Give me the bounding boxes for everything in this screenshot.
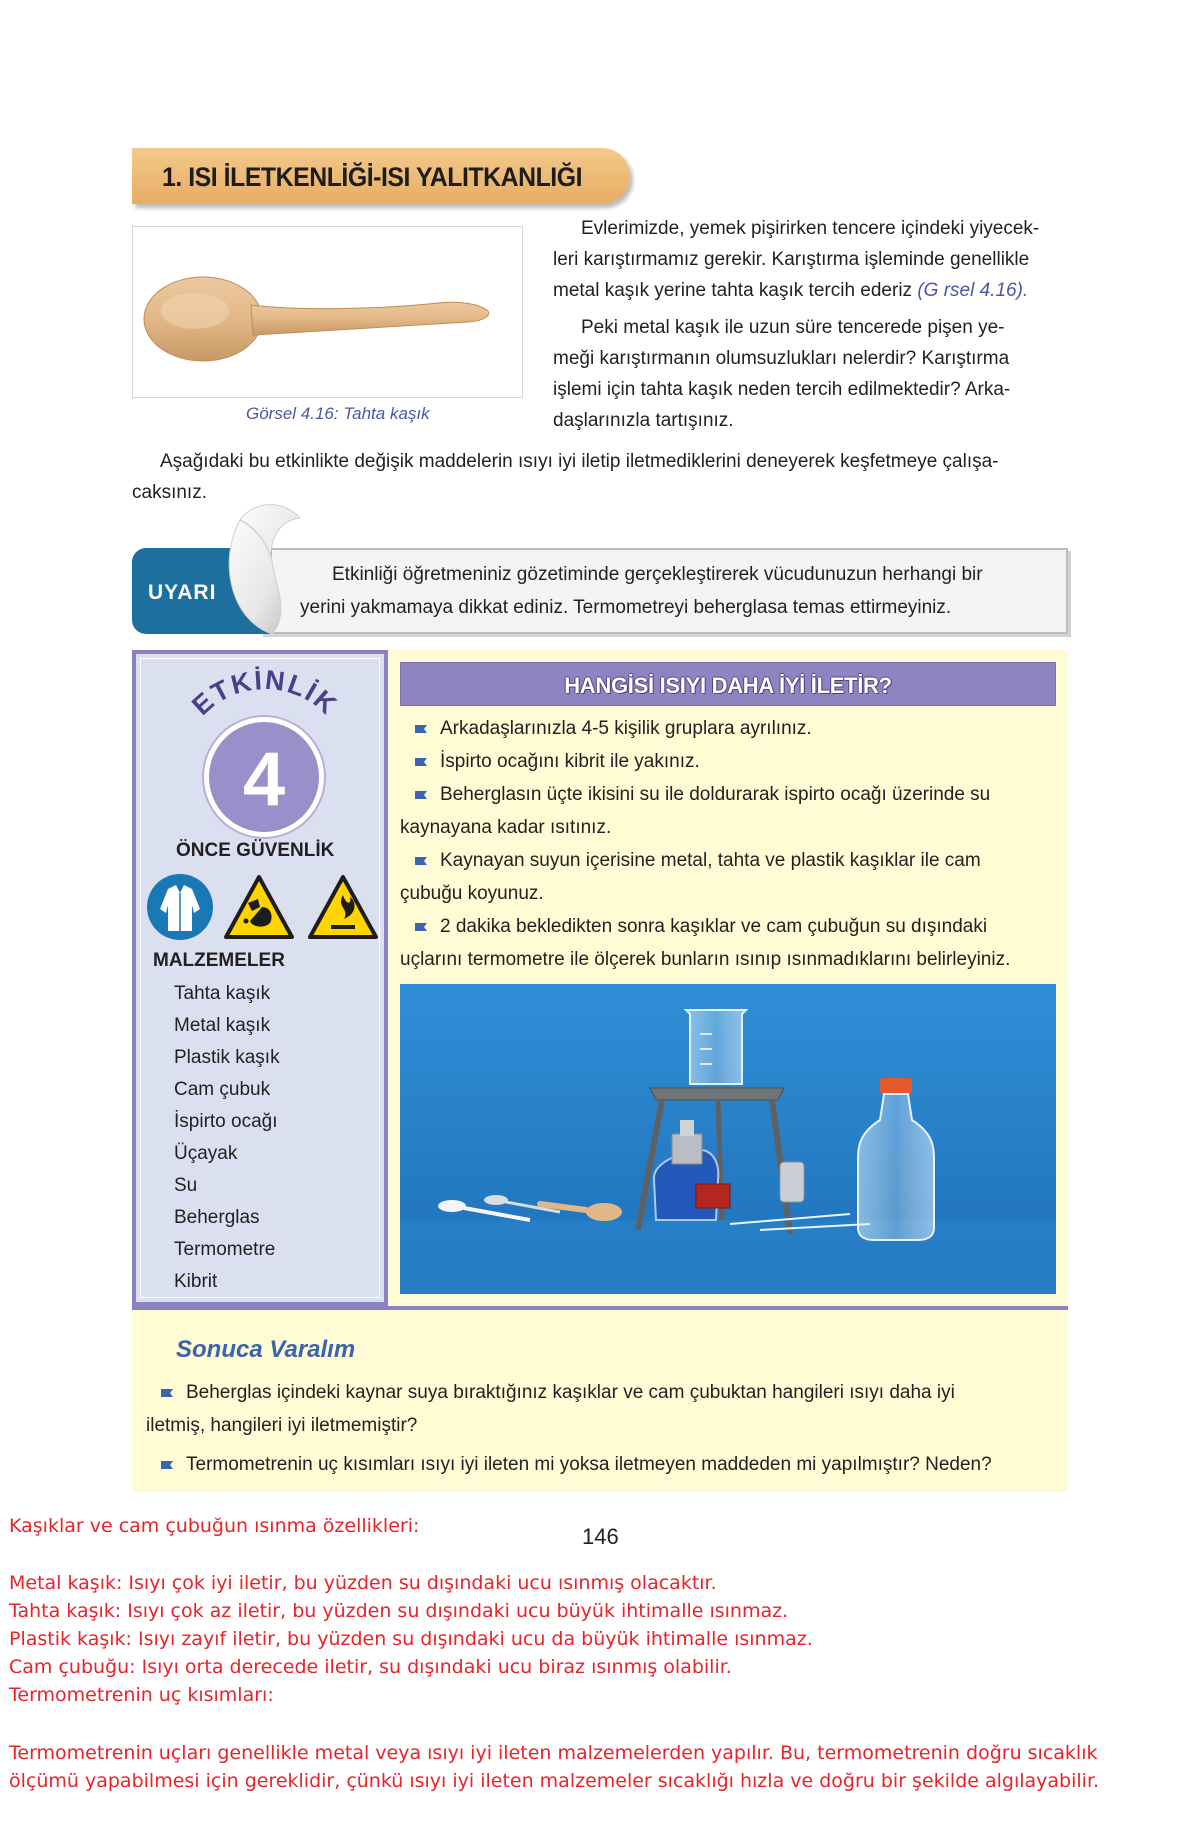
intro-p1-line-1: Evlerimizde, yemek pişirirken tencere içindeki yiyecek- xyxy=(581,218,1040,239)
question-line: Termometrenin uç kısımları ısıyı iyi ileten mi yoksa iletmeyen maddeden mi yapılmıştır? Neden? xyxy=(186,1454,992,1475)
activity-number: 4 xyxy=(242,737,286,822)
step-item xyxy=(400,745,1056,778)
bullet-icon xyxy=(414,789,428,801)
bullet-icon xyxy=(414,723,428,735)
intro-paragraph-1 xyxy=(553,213,1068,306)
bullet-icon xyxy=(414,756,428,768)
activity-heading: HANGİSİ ISIYI DAHA İYİ İLETİR? xyxy=(564,673,892,698)
answer-wood: Tahta kaşık: Isıyı çok az iletir, bu yüzden su dışındaki ucu büyük ihtimalle ısınmaz. xyxy=(9,1600,789,1622)
activity-number-badge xyxy=(204,717,324,837)
intro-paragraph-2 xyxy=(553,312,1068,436)
step-item xyxy=(400,778,1056,844)
intro-p1-line-3-wrap xyxy=(553,275,1068,306)
material-item: Tahta kaşık xyxy=(174,983,271,1004)
safety-icons xyxy=(146,873,381,941)
wooden-spoon-image xyxy=(133,227,522,397)
activity-intro-line-2: caksınız. xyxy=(132,482,207,503)
bullet-icon xyxy=(414,921,428,933)
activity-steps xyxy=(400,712,1056,976)
intro-p2-line-3: işlemi için tahta kaşık neden tercih edilmektedir? Arka- xyxy=(553,379,1011,400)
warning-line-2: yerini yakmamaya dikkat ediniz. Termometreyi beherglasa temas ettirmeyiniz. xyxy=(300,597,952,618)
step-line: İspirto ocağını kibrit ile yakınız. xyxy=(440,751,700,772)
activity-intro-paragraph xyxy=(132,446,1068,508)
intro-p2-line-1: Peki metal kaşık ile uzun süre tencerede pişen ye- xyxy=(581,317,1005,338)
answer-glass: Cam çubuğu: Isıyı orta derecede iletir, su dışındaki ucu biraz ısınmış olabilir. xyxy=(9,1656,732,1678)
intro-p2-line-4: daşlarınızla tartışınız. xyxy=(553,410,734,431)
conclusion-questions xyxy=(146,1376,1052,1481)
section-title: 1. ISI İLETKENLİĞİ-ISI YALITKANLIĞI xyxy=(162,162,583,192)
answer-plastic: Plastik kaşık: Isıyı zayıf iletir, bu yüzden su dışındaki ucu da büyük ihtimalle ısınmaz. xyxy=(9,1628,813,1650)
materials-list xyxy=(174,978,280,1298)
experiment-setup-photo xyxy=(400,984,1056,1294)
intro-p1-line-3: metal kaşık yerine tahta kaşık tercih ederiz xyxy=(553,280,913,301)
step-line: çubuğu koyunuz. xyxy=(400,883,544,904)
corrosive-hazard-icon xyxy=(226,877,292,937)
activity-arc-text: ETKİNLİK xyxy=(186,664,344,722)
conclusion-question xyxy=(146,1376,1052,1442)
safety-title: ÖNCE GÜVENLİK xyxy=(176,840,335,861)
metal-cap-icon xyxy=(780,1162,804,1202)
material-item: Plastik kaşık xyxy=(174,1047,280,1068)
materials-title: MALZEMELER xyxy=(153,950,285,971)
bullet-icon xyxy=(160,1387,174,1399)
lab-coat-icon xyxy=(147,874,213,940)
step-item xyxy=(400,712,1056,745)
conclusion-question xyxy=(146,1448,1052,1481)
activity-heading-bar xyxy=(400,662,1056,706)
material-item: Su xyxy=(174,1175,198,1196)
question-line: iletmiş, hangileri iyi iletmemiştir? xyxy=(146,1415,418,1436)
svg-text:ETKİNLİK xyxy=(186,665,343,721)
material-item: Beherglas xyxy=(174,1207,260,1228)
matchbox-icon xyxy=(696,1184,730,1208)
material-item: Cam çubuk xyxy=(174,1079,271,1100)
intro-p2-line-2: meği karıştırmanın olumsuzlukları nelerdir? Karıştırma xyxy=(553,348,1010,369)
page-number: 146 xyxy=(582,1524,619,1549)
conclusion-title: Sonuca Varalım xyxy=(176,1336,356,1363)
answer-thermometer-line-2: ölçümü yapabilmesi için gereklidir, çünkü ısıyı iyi ileten malzemeler sıcaklığı hızla ve doğru bir şekilde algılayabilir. xyxy=(9,1770,1100,1792)
page-curl-decoration xyxy=(210,500,305,640)
step-line: Kaynayan suyun içerisine metal, tahta ve plastik kaşıklar ile cam xyxy=(440,850,981,871)
material-item: Üçayak xyxy=(174,1143,238,1164)
figure-reference: (G rsel 4.16). xyxy=(917,280,1029,301)
answer-thermometer-line-1: Termometrenin uçları genellikle metal veya ısıyı iyi ileten malzemelerden yapılır. Bu, termometrenin doğru sıcaklık xyxy=(9,1742,1098,1764)
step-line: 2 dakika bekledikten sonra kaşıklar ve cam çubuğun su dışındaki xyxy=(440,916,988,937)
answer-thermometer-heading: Termometrenin uç kısımları: xyxy=(9,1684,274,1706)
intro-p1-line-2: leri karıştırmamız gerekir. Karıştırma işleminde genellikle xyxy=(553,249,1030,270)
answer-heading: Kaşıklar ve cam çubuğun ısınma özellikleri: xyxy=(9,1515,420,1537)
figure-caption: Görsel 4.16: Tahta kaşık xyxy=(246,404,430,423)
wooden-spoon-figure xyxy=(132,226,523,398)
question-line: Beherglas içindeki kaynar suya bıraktığınız kaşıklar ve cam çubuktan hangileri ısıyı daha iyi xyxy=(186,1382,955,1403)
warning-label: UYARI xyxy=(148,581,217,604)
step-item xyxy=(400,910,1056,976)
bullet-icon xyxy=(160,1459,174,1471)
step-line: kaynayana kadar ısıtınız. xyxy=(400,817,612,838)
warning-text xyxy=(300,558,1050,624)
activity-intro-line-1: Aşağıdaki bu etkinlikte değişik maddelerin ısıyı iyi iletip iletmediklerini deneyerek keşfetmeye çalışa- xyxy=(160,451,999,472)
step-line: Beherglasın üçte ikisini su ile doldurarak ispirto ocağı üzerinde su xyxy=(440,784,991,805)
material-item: Kibrit xyxy=(174,1271,218,1292)
step-line: uçlarını termometre ile ölçerek bunların ısınıp ısınmadıklarını belirleyiniz. xyxy=(400,949,1011,970)
material-item: Metal kaşık xyxy=(174,1015,271,1036)
warning-line-1: Etkinliği öğretmeniniz gözetiminde gerçekleştirerek vücudunuzun herhangi bir xyxy=(332,564,983,585)
step-item xyxy=(400,844,1056,910)
beaker-icon xyxy=(686,1010,746,1084)
answer-metal: Metal kaşık: Isıyı çok iyi iletir, bu yüzden su dışındaki ucu ısınmış olacaktır. xyxy=(9,1572,717,1594)
flammable-hazard-icon xyxy=(310,877,376,937)
section-title-tab xyxy=(132,148,630,204)
step-line: Arkadaşlarınızla 4-5 kişilik gruplara ayrılınız. xyxy=(440,718,812,739)
bullet-icon xyxy=(414,855,428,867)
material-item: İspirto ocağı xyxy=(174,1111,278,1132)
material-item: Termometre xyxy=(174,1239,276,1260)
